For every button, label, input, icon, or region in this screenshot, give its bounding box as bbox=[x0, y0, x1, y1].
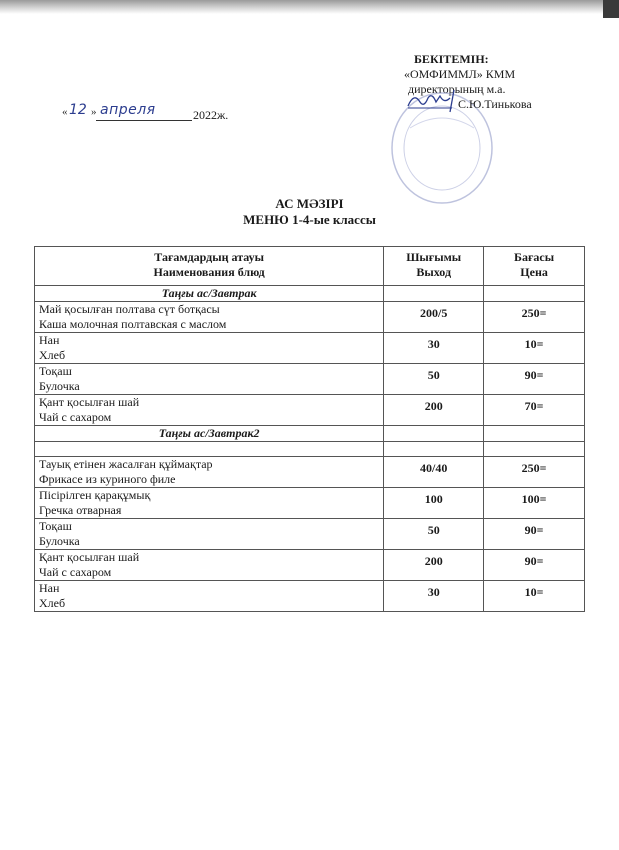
menu-subtitle: МЕНЮ 1-4-ые классы bbox=[243, 212, 376, 227]
item-price: 70= bbox=[484, 395, 585, 426]
item-name-cell bbox=[35, 581, 384, 612]
empty-row bbox=[35, 442, 585, 457]
item-yield: 50 bbox=[384, 519, 484, 550]
item-price: 10= bbox=[484, 581, 585, 612]
item-yield: 200/5 bbox=[384, 302, 484, 333]
item-price: 90= bbox=[484, 364, 585, 395]
date-day-handwritten: 12 bbox=[69, 102, 87, 118]
table-row bbox=[35, 457, 585, 488]
item-name-kz: Пісірілген қарақұмық bbox=[39, 488, 151, 502]
header-name-kz: Тағамдардың атауы bbox=[154, 250, 264, 264]
date-row bbox=[62, 102, 262, 126]
item-name-cell bbox=[35, 395, 384, 426]
item-name-cell bbox=[35, 457, 384, 488]
item-price: 90= bbox=[484, 519, 585, 550]
item-yield: 50 bbox=[384, 364, 484, 395]
item-name-cell bbox=[35, 302, 384, 333]
item-yield: 40/40 bbox=[384, 457, 484, 488]
item-name-ru: Булочка bbox=[39, 534, 80, 548]
item-price: 250= bbox=[484, 302, 585, 333]
item-name-kz: Май қосылған полтава сүт ботқасы bbox=[39, 302, 220, 316]
date-month-handwritten: апреля bbox=[100, 102, 156, 118]
table-row bbox=[35, 550, 585, 581]
item-name-ru: Чай с сахаром bbox=[39, 410, 112, 424]
table-row bbox=[35, 581, 585, 612]
item-name-cell bbox=[35, 519, 384, 550]
item-price: 10= bbox=[484, 333, 585, 364]
item-name-kz: Қант қосылған шай bbox=[39, 395, 140, 409]
header-price bbox=[484, 247, 585, 286]
header-name-ru: Наименования блюд bbox=[153, 265, 265, 279]
item-name-cell bbox=[35, 364, 384, 395]
date-year: 2022ж. bbox=[193, 108, 229, 122]
item-yield: 30 bbox=[384, 581, 484, 612]
handwritten-signature bbox=[404, 88, 460, 114]
table-row bbox=[35, 395, 585, 426]
item-name-kz: Тоқаш bbox=[39, 364, 72, 378]
item-yield: 200 bbox=[384, 395, 484, 426]
approval-org: «ОМФИММЛ» КММ bbox=[404, 67, 516, 81]
item-price: 90= bbox=[484, 550, 585, 581]
item-name-ru: Чай с сахаром bbox=[39, 565, 112, 579]
approval-title: БЕКІТЕМІН: bbox=[414, 52, 489, 66]
item-name-ru: Хлеб bbox=[39, 348, 66, 362]
item-yield: 200 bbox=[384, 550, 484, 581]
date-underline bbox=[96, 120, 192, 121]
section-row bbox=[35, 286, 585, 302]
section-title-2: Таңғы ас/Завтрак2 bbox=[35, 426, 384, 442]
item-name-ru: Хлеб bbox=[39, 596, 66, 610]
menu-title: АС МӘЗІРІ bbox=[275, 196, 344, 211]
item-name-kz: Нан bbox=[39, 581, 60, 595]
header-price-ru: Цена bbox=[520, 265, 548, 279]
item-name-cell bbox=[35, 333, 384, 364]
header-yield bbox=[384, 247, 484, 286]
scan-corner bbox=[603, 0, 619, 18]
item-name-cell bbox=[35, 550, 384, 581]
item-name-kz: Қант қосылған шай bbox=[39, 550, 140, 564]
table-row bbox=[35, 333, 585, 364]
item-name-kz: Тауық етінен жасалған құймақтар bbox=[39, 457, 213, 471]
item-name-ru: Булочка bbox=[39, 379, 80, 393]
item-name-kz: Нан bbox=[39, 333, 60, 347]
table-row bbox=[35, 519, 585, 550]
scan-edge bbox=[0, 0, 619, 14]
table-row bbox=[35, 302, 585, 333]
section-title-1: Таңғы ас/Завтрак bbox=[35, 286, 384, 302]
header-yield-ru: Выход bbox=[416, 265, 452, 279]
item-price: 100= bbox=[484, 488, 585, 519]
item-name-cell bbox=[35, 488, 384, 519]
date-quote-close: » bbox=[91, 106, 97, 118]
section-row bbox=[35, 426, 585, 442]
header-name bbox=[35, 247, 384, 286]
menu-table bbox=[34, 246, 585, 612]
item-name-ru: Каша молочная полтавская с маслом bbox=[39, 317, 227, 331]
signature-name: С.Ю.Тинькова bbox=[458, 97, 532, 111]
table-row bbox=[35, 488, 585, 519]
item-yield: 30 bbox=[384, 333, 484, 364]
item-price: 250= bbox=[484, 457, 585, 488]
approval-position: директорының м.а. bbox=[408, 82, 506, 96]
table-header-row bbox=[35, 247, 585, 286]
signature-row bbox=[404, 96, 604, 116]
table-row bbox=[35, 364, 585, 395]
header-yield-kz: Шығымы bbox=[406, 250, 462, 264]
item-name-ru: Фрикасе из куриного филе bbox=[39, 472, 176, 486]
date-quote-open: « bbox=[62, 106, 68, 118]
header-price-kz: Бағасы bbox=[514, 250, 555, 264]
item-yield: 100 bbox=[384, 488, 484, 519]
item-name-ru: Гречка отварная bbox=[39, 503, 122, 517]
item-name-kz: Тоқаш bbox=[39, 519, 72, 533]
